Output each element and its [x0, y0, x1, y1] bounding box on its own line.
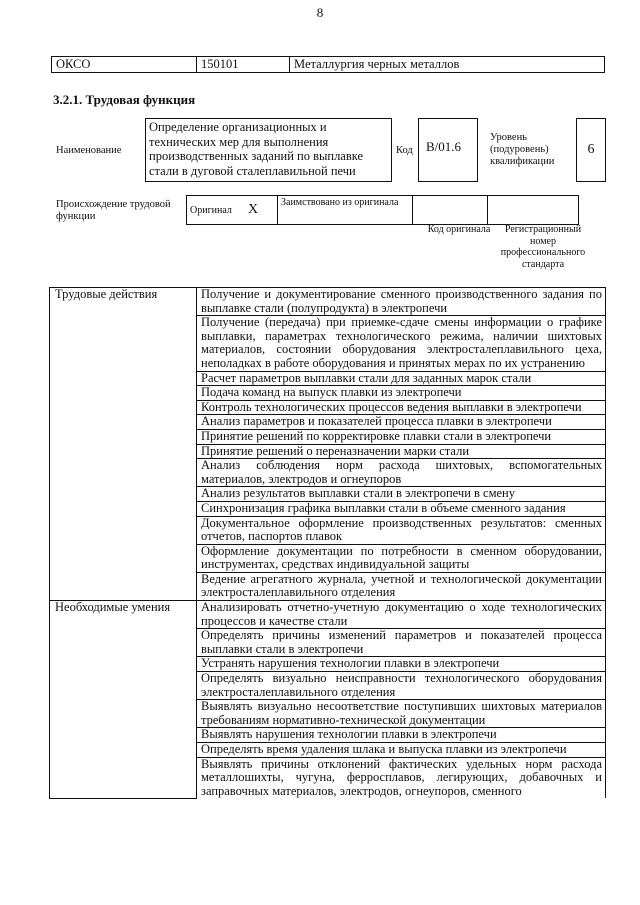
labor-action-item: Принятие решений о переназначении марки стали: [197, 444, 606, 459]
required-skill-item: Определять причины изменений параметров и показателей процесса выплавки стали в электропечи: [197, 629, 606, 657]
labor-action-item: Анализ результатов выплавки стали в электропечи в смену: [197, 487, 606, 502]
page-number: 8: [316, 5, 324, 20]
table-row: [50, 601, 606, 629]
labor-action-item: Ведение агрегатного журнала, учетной и технологической документации электросталеплавильного отделения: [197, 572, 606, 600]
level-label: Уровень (подуровень) квалификации: [490, 132, 555, 167]
qualification-level: 6: [576, 118, 606, 182]
table-row: [50, 288, 606, 316]
function-name: Определение организационных и технических мер для выполнения производственных заданий по выплавке стали в дуговой сталеплавильной печи: [145, 118, 392, 182]
labor-action-item: Получение и документирование сменного производственного задания по выплавке стали (полупродукта) в электропечи: [197, 288, 606, 316]
reg-number-label: Регистрационный номер профессионального стандарта: [500, 224, 586, 270]
code-label: Код: [396, 145, 413, 156]
labor-action-item: Принятие решений по корректировке плавки стали в электропечи: [197, 429, 606, 444]
labor-action-item: Оформление документации по потребности в сменном оборудовании, инструментах, средствах индивидуальной защиты: [197, 544, 606, 572]
code-original-cell: [413, 196, 488, 225]
labor-action-item: Получение (передача) при приемке-сдаче смены информации о графике выплавки, параметрах технологического режима, наличии шихтовых материалов, состоянии оборудования электросталеплавильного цеха, неполадках в работе оборудования и принятых мерах по их устранению: [197, 316, 606, 371]
origin-row: [187, 196, 579, 225]
required-skill-item: Выявлять нарушения технологии плавки в электропечи: [197, 728, 606, 743]
labor-action-item: Контроль технологических процессов ведения выплавки в электропечи: [197, 400, 606, 415]
labor-action-item: Анализ параметров и показателей процесса плавки в электропечи: [197, 415, 606, 430]
labor-action-item: Синхронизация графика выплавки стали в объеме сменного задания: [197, 501, 606, 516]
original-mark: X: [245, 196, 278, 225]
name-label: Наименование: [56, 145, 122, 156]
labor-action-item: Расчет параметров выплавки стали для заданных марок стали: [197, 371, 606, 386]
required-skill-category-label: Необходимые умения: [50, 601, 197, 799]
function-details-body: [50, 288, 606, 799]
original-label: Оригинал: [187, 196, 246, 225]
okso-label: ОКСО: [52, 57, 197, 73]
function-details-table: [49, 287, 606, 799]
okso-table: [51, 56, 605, 73]
okso-name: Металлургия черных металлов: [290, 57, 605, 73]
okso-code: 150101: [197, 57, 290, 73]
borrowed-label: Заимствовано из оригинала: [278, 196, 413, 225]
section-title: 3.2.1. Трудовая функция: [53, 92, 196, 107]
required-skill-item: Выявлять визуально несоответствие поступивших шихтовых материалов требованиям нормативно-технической документации: [197, 700, 606, 728]
required-skill-item: Анализировать отчетно-учетную документацию о ходе технологических процессов и качестве стали: [197, 601, 606, 629]
labor-action-item: Подача команд на выпуск плавки из электропечи: [197, 386, 606, 401]
origin-label: Происхождение трудовой функции: [56, 199, 171, 222]
code-original-label: Код оригинала: [427, 224, 491, 235]
reg-number-cell: [488, 196, 579, 225]
required-skill-item: Определять визуально неисправности технологического оборудования электросталеплавильного отделения: [197, 672, 606, 700]
required-skill-item: Определять время удаления шлака и выпуска плавки из электропечи: [197, 743, 606, 758]
required-skill-item: Устранять нарушения технологии плавки в электропечи: [197, 657, 606, 672]
origin-table: [186, 195, 579, 225]
labor-action-category-label: Трудовые действия: [50, 288, 197, 601]
labor-action-item: Документальное оформление производственных результатов: сменных отчетов, паспортов плавок: [197, 516, 606, 544]
required-skill-item: Выявлять причины отклонений фактических удельных норм расхода металлошихты, чугуна, ферросплавов, легирующих, добавочных и заправочных материалов, электродов, огнеупоров, сменного: [197, 757, 606, 798]
labor-action-item: Анализ соблюдения норм расхода шихтовых, вспомогательных материалов, электродов и огнеупоров: [197, 459, 606, 487]
function-code: B/01.6: [418, 118, 478, 182]
okso-row: [52, 57, 605, 73]
